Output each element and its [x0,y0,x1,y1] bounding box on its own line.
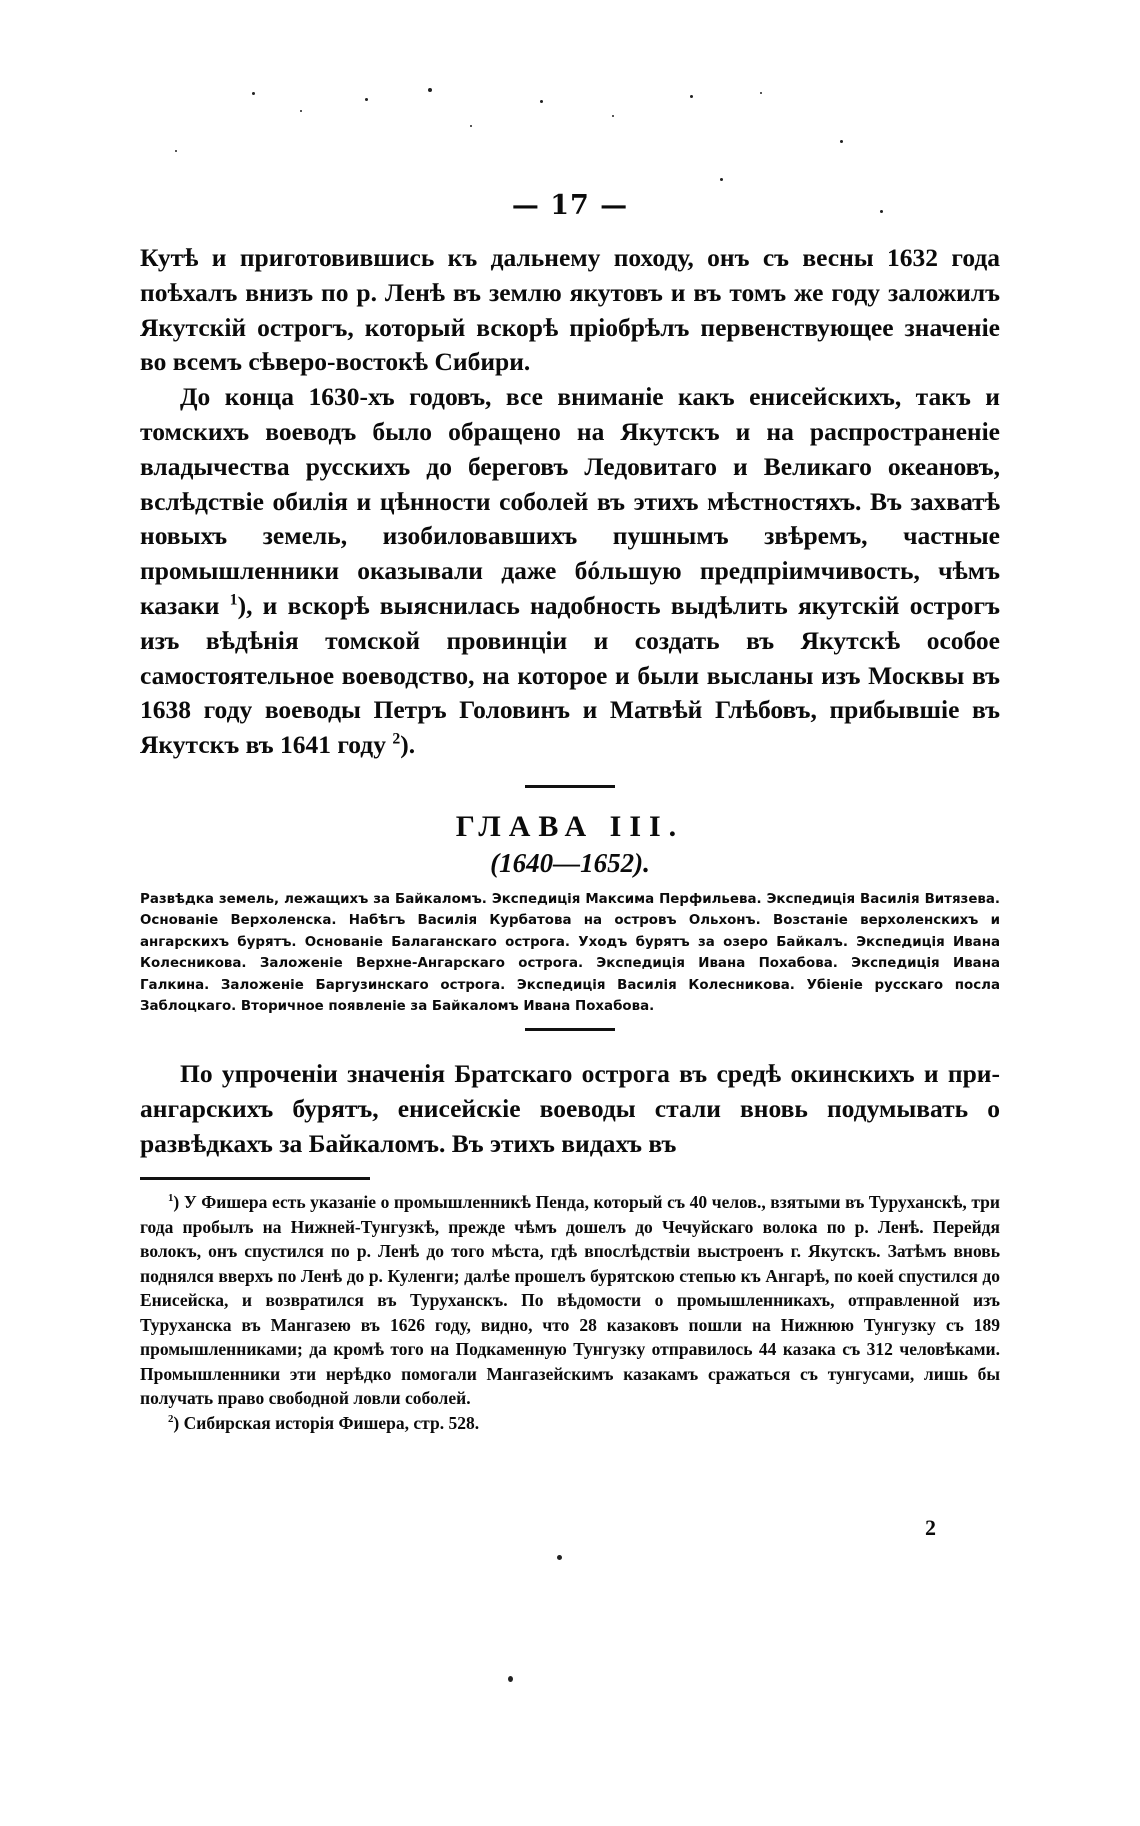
scan-speck [840,140,843,143]
scan-speck [428,88,432,92]
chapter-opening-paragraph: По упроченіи значенія Братскаго острога въ средѣ окинскихъ и при-ангарскихъ бурятъ, енисейскіе воеводы стали вновь подумывать о развѣдкахъ за Байкаломъ. Въ этихъ видахъ въ [140,1058,1000,1158]
footnote-2 [140,1411,1000,1436]
footnote-1-marker: 1 [168,1192,174,1205]
footnote-ref-1: 1 [229,591,238,609]
chapter-title: ГЛАВА III. [455,809,685,843]
chapter-years: (1640—1652). [490,847,650,878]
book-page [140,190,1000,1435]
scan-speck [880,210,883,213]
intro-paragraph: Кутѣ и приготовившись къ дальнему походу, онъ съ весны 1632 года поѣхалъ внизъ по р. Ленѣ въ землю якутовъ и въ томъ же году заложилъ Якутскій острогъ, который вскорѣ пріобрѣлъ первенствующее значеніе во всемъ сѣверо-востокѣ Сибири. [140,243,1000,377]
scan-speck [720,178,723,181]
chapter-divider-bottom [525,1028,615,1031]
footnote-1-text: ) У Фишера есть указаніе о промышленникѣ Пенда, который съ 40 челов., взятыми въ Туруханскѣ, три года пробылъ на Нижней-Тунгузкѣ, прежде чѣмъ дошелъ до Чечуйскаго волока по р. Ленѣ. Перейдя волокъ, онъ спустился по р. Ленѣ до того мѣста, гдѣ впослѣдствіи выстроенъ г. Якутскъ. Затѣмъ вновь поднялся вверхъ по Ленѣ до р. Куленги; далѣе прошелъ бурятскою степью къ Ангарѣ, по коей спустился до Енисейска, и возвратился въ Туруханскъ. По вѣдомости о промышленникахъ, отправленной изъ Туруханска въ Мангазею въ 1626 году, видно, что 28 казаковъ пошли на Нижнюю Тунгузку съ 189 промышленниками; да кромѣ того на Подкаменную Тунгузку отправилось 44 казака съ 312 человѣками. Промышленники эти нерѣдко помогали Мангазейскимъ казакамъ сражаться съ тунгусами, лишь бы получать право свободной ловли соболей. [140,1192,1000,1409]
scan-speck [470,125,472,127]
second-paragraph-text-2: ), и вскорѣ выяснилась надобность выдѣлить якутскій острогъ изъ вѣдѣнія томской провинціи и создать въ Якутскѣ особое самостоятельное воеводство, на которое и были высланы изъ Москвы въ 1638 году воеводы Петръ Головинъ и Матвѣй Глѣбовъ, прибывшіе въ Якутскъ въ 1641 году [140,590,1000,760]
scan-speck [760,92,762,94]
chapter-divider-top [525,785,615,788]
printer-signature-mark: 2 [925,1515,936,1540]
page-number: — 17 — [511,190,629,221]
scan-speck [540,100,543,103]
second-paragraph [140,380,1000,763]
scan-speck [365,98,368,101]
footnote-1 [140,1190,1000,1411]
second-paragraph-text-1: До конца 1630-хъ годовъ, все вниманіе какъ енисейскихъ, такъ и томскихъ воеводъ было обращено на Якутскъ и на распространеніе владычества русскихъ до береговъ Ледовитаго и Великаго океановъ, вслѣдствіе обилія и цѣнности соболей въ этихъ мѣстностяхъ. Въ захватѣ новыхъ земель, изобиловавшихъ пушнымъ звѣремъ, частные промышленники оказывали даже бóльшую предпріимчивость, чѣмъ казаки [140,382,1000,620]
scan-speck [508,1676,513,1682]
footnote-2-text: ) Сибирская исторія Фишера, стр. 528. [173,1412,480,1433]
chapter-summary: Развѣдка земель, лежащихъ за Байкаломъ. Экспедиція Максима Перфильева. Экспедиція Василія Витязева. Основаніе Верхоленска. Набѣгъ Василія Курбатова на островъ Ольхонъ. Возстаніе верхоленскихъ и ангарскихъ бурятъ. Основаніе Балаганскаго острога. Уходъ бурятъ за озеро Байкалъ. Экспедиція Ивана Колесникова. Заложеніе Верхне-Ангарскаго острога. Экспедиція Ивана Похабова. Экспедиція Ивана Галкина. Заложеніе Баргузинскаго острога. Экспедиція Василія Колесникова. Убіеніе русскаго посла Заблоцкаго. Вторичное появленіе за Байкаломъ Ивана Похабова. [140,891,1000,1015]
scan-speck [557,1555,562,1560]
scan-speck [612,115,614,117]
scan-speck [175,150,177,152]
footnotes-rule [140,1177,370,1180]
footnote-ref-2: 2 [392,730,401,748]
scan-speck [690,95,693,98]
second-paragraph-text-3: ). [400,730,416,760]
scan-speck [252,92,255,95]
footnote-2-marker: 2 [168,1413,174,1426]
scan-speck [300,110,302,112]
